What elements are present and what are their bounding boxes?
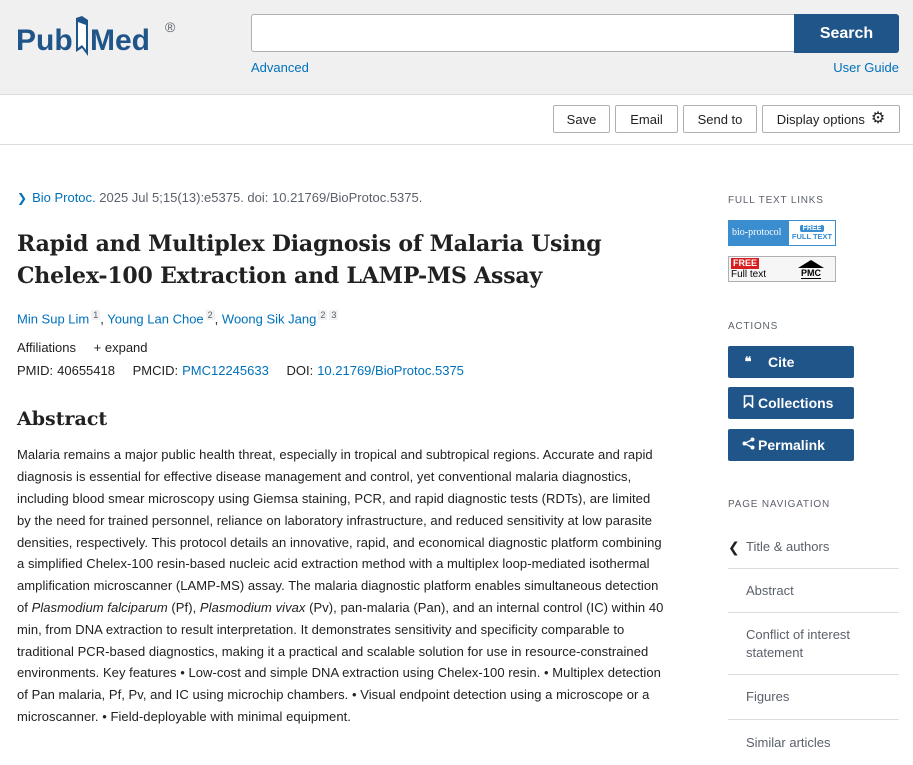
page-navigation-heading: PAGE NAVIGATION <box>728 499 831 510</box>
abstract-heading: Abstract <box>17 408 108 431</box>
display-options-label: Display options <box>776 111 865 127</box>
author-link[interactable]: Young Lan Choe <box>107 311 204 327</box>
pmid-value: 40655418 <box>57 363 115 379</box>
species-name: Plasmodium vivax <box>199 599 306 615</box>
quote-icon: ❝ <box>744 354 752 369</box>
affiliations-row <box>17 340 667 355</box>
affiliation-ref[interactable]: 3 <box>331 310 337 320</box>
identifiers-row <box>17 363 667 378</box>
pmc-roof-icon <box>797 259 825 268</box>
bookmark-icon <box>738 395 758 411</box>
user-guide-link[interactable]: User Guide <box>833 60 899 75</box>
pubmed-logo[interactable] <box>16 12 181 70</box>
save-button[interactable]: Save <box>553 105 610 133</box>
journal-link[interactable]: Bio Protoc. <box>32 190 96 205</box>
authors-list: Min Sup Lim $^1$ , Young Lan Choe $^2$ , Woong Sik Jang $^2$ $^3$ <box>17 310 337 327</box>
affiliation-ref[interactable]: 2 <box>320 310 326 320</box>
actions-heading: ACTIONS <box>728 321 779 332</box>
chevron-right-icon: ❯ <box>17 191 28 205</box>
svg-text:®: ® <box>165 19 176 35</box>
pmc-free-badge: FREE Full text <box>731 257 767 280</box>
svg-text:Pub: Pub <box>16 24 73 57</box>
send-to-button[interactable]: Send to <box>683 105 757 133</box>
pmc-full-text-link[interactable] <box>728 256 836 282</box>
affiliation-ref[interactable]: 2 <box>207 310 213 320</box>
toolbar <box>0 95 913 145</box>
nav-item-abstract[interactable]: Abstract <box>728 569 899 613</box>
pmid-label: PMID: <box>17 363 54 379</box>
pmcid-label: PMCID: <box>132 363 179 379</box>
pmc-logo: PMC <box>789 259 833 279</box>
share-icon <box>738 437 758 453</box>
chevron-left-icon: ❮ <box>728 538 740 555</box>
full-text-links-heading: FULL TEXT LINKS <box>728 195 824 206</box>
gear-icon: ⚙ <box>870 110 886 127</box>
nav-item-figures[interactable]: Figures <box>728 675 899 720</box>
bio-protocol-link[interactable] <box>728 220 836 246</box>
abstract-text: Malaria remains a major public health threat, especially in tropical and subtropical regions. Accurate and rapid diagnosis is essential for effective disease management and control, yet conventional malaria diagnostics, including blood smear microscopy using Giemsa staining, PCR, and rapid diagnostic tests (RDTs), are limited by the need for trained personnel, reliance on laboratory infrastructure, and reduced sensitivity at low parasite densities, respectively. This protocol details an innovative, rapid, and economical diagnostic platform combining a simplified Chelex-100 resin-based nucleic acid extraction method with a multiplex loop-mediated isothermal amplification microscanner (LAMP-MS) assay. The malaria diagnostic platform enables simultaneous detection of Plasmodium falciparum (Pf), Plasmodium vivax (Pv), pan-malaria (Pan), and an internal control (IC) within 40 min, from DNA extraction to result interpretation. It demonstrates sensitivity and specificity comparable to traditional PCR-based diagnostics, making it a practical and scalable solution for use in resource-constrained environments. Key features • Low-cost and simple DNA extraction using Chelex-100 resin. • Multiplex detection of Pan malaria, Pf, Pv, and IC using microchip chambers. • Visual endpoint detection using a microscope or a microscanner. • Field-deployable with minimal equipment. <box>17 447 664 724</box>
author-link[interactable]: Woong Sik Jang <box>221 311 317 327</box>
page-navigation <box>728 525 899 765</box>
nav-item-conflict-of-interest[interactable]: Conflict of interest statement <box>728 613 899 675</box>
display-options-button[interactable] <box>762 105 900 133</box>
permalink-button[interactable]: Permalink <box>728 429 854 461</box>
advanced-search-link[interactable]: Advanced <box>251 60 309 75</box>
expand-affiliations-button[interactable]: + expand <box>93 340 148 356</box>
pmcid-link[interactable]: PMC12245633 <box>182 363 269 379</box>
doi-label: DOI: <box>286 363 314 379</box>
affiliations-label: Affiliations <box>17 340 77 356</box>
search-input[interactable] <box>251 14 794 52</box>
author-link[interactable]: Min Sup Lim <box>17 311 90 327</box>
email-button[interactable]: Email <box>615 105 678 133</box>
bio-protocol-text: bio-protocol <box>732 227 782 238</box>
header <box>0 0 913 95</box>
plus-icon: + <box>93 340 102 356</box>
svg-text:Med: Med <box>90 24 150 57</box>
nav-item-similar-articles[interactable]: Similar articles <box>746 734 831 750</box>
search-button[interactable]: Search <box>794 14 899 53</box>
article-main <box>17 190 667 728</box>
cite-button[interactable]: ❝ Cite <box>728 346 854 378</box>
affiliation-ref[interactable]: 1 <box>93 310 99 320</box>
article-title: Rapid and Multiplex Diagnosis of Malaria Using Chelex-100 Extraction and LAMP-MS Assay <box>17 231 602 289</box>
species-name: Plasmodium falciparum <box>31 599 168 615</box>
nav-item-title-authors[interactable]: ❮ Title & authors <box>728 525 899 569</box>
free-full-text-badge: FREE FULL TEXT <box>789 221 835 245</box>
doi-link[interactable]: 10.21769/BioProtoc.5375 <box>317 363 464 379</box>
citation-line <box>17 190 667 208</box>
citation-text: 2025 Jul 5;15(13):e5375. doi: 10.21769/BioProtoc.5375. <box>95 190 423 205</box>
collections-button[interactable]: Collections <box>728 387 854 419</box>
